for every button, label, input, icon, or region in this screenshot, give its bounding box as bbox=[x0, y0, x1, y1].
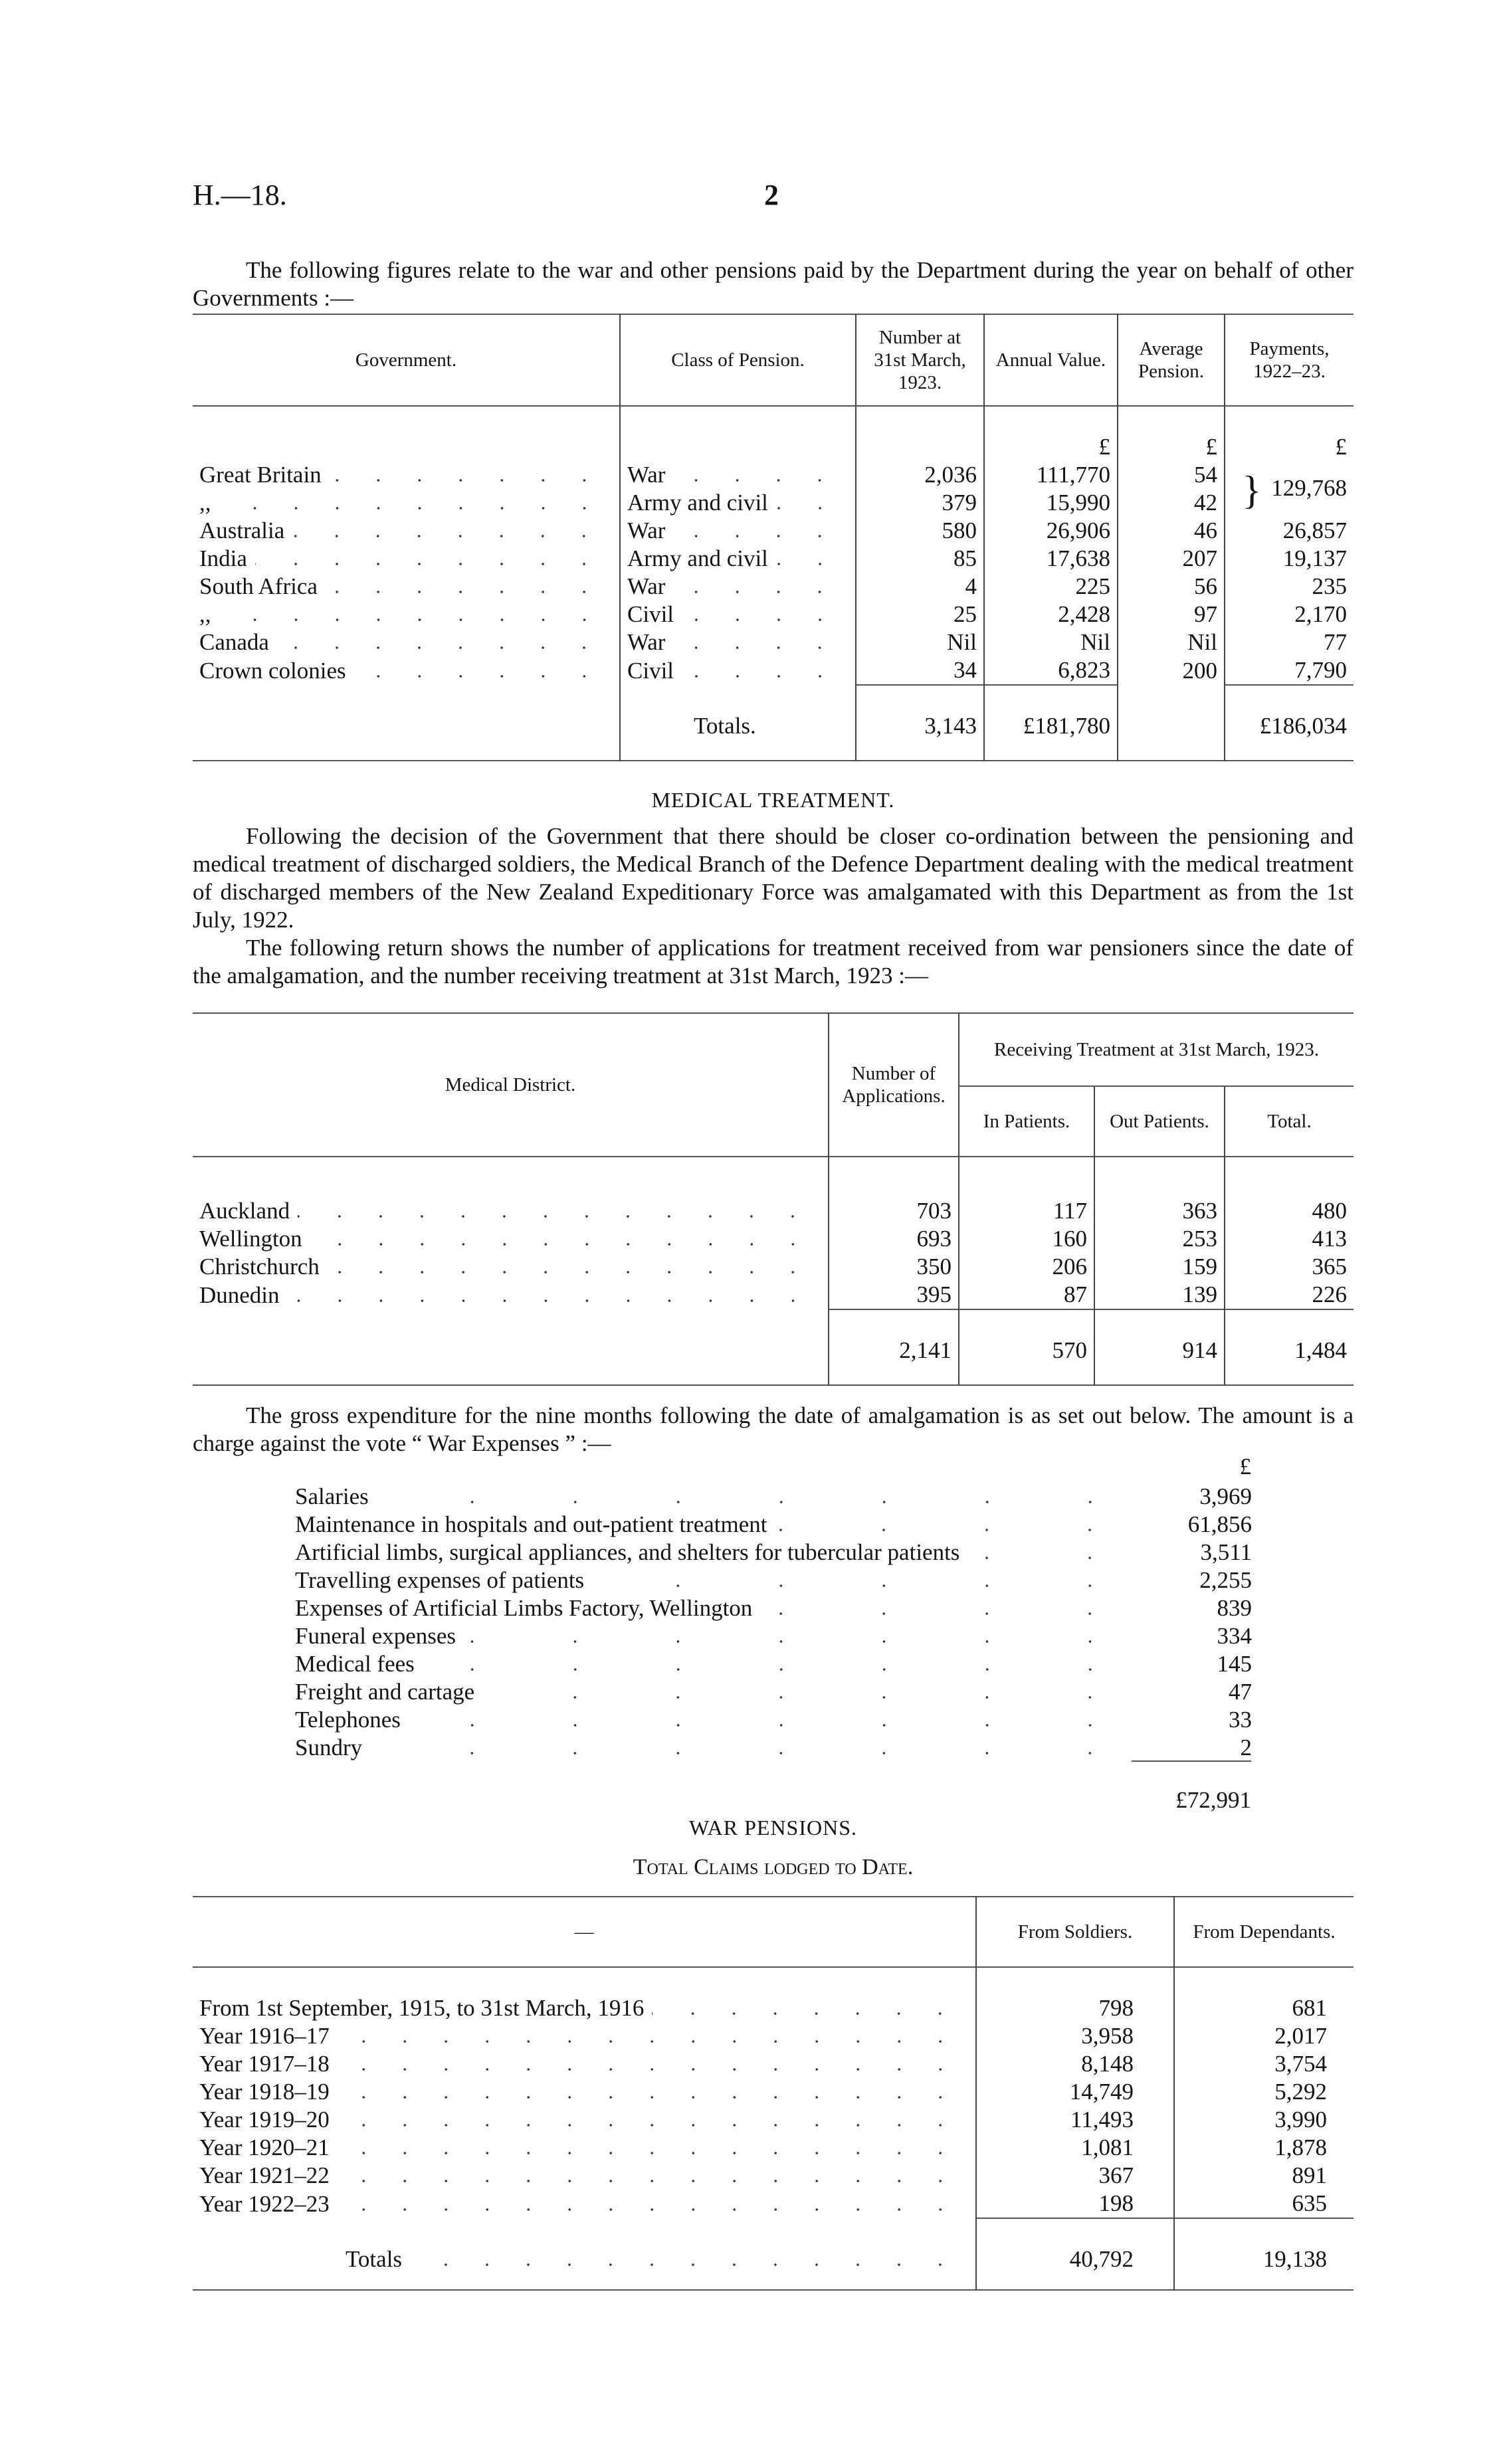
totals-row bbox=[193, 712, 1354, 740]
page-number: 2 bbox=[764, 179, 779, 211]
average-cell: 200 bbox=[1118, 656, 1225, 685]
col-total: Total. bbox=[1225, 1086, 1354, 1157]
totals-label-text: Totals bbox=[346, 2246, 403, 2272]
period-cell bbox=[193, 1994, 976, 2022]
class-cell bbox=[620, 461, 856, 489]
class-cell-text: War bbox=[627, 629, 666, 655]
table-row bbox=[193, 1281, 1354, 1309]
class-cell bbox=[620, 601, 856, 628]
period-cell-text: Year 1916–17 bbox=[199, 2023, 330, 2049]
totals-row bbox=[193, 2245, 1354, 2273]
table-row bbox=[193, 2050, 1354, 2078]
payments-value: 2,170 bbox=[1294, 601, 1347, 627]
class-cell bbox=[620, 628, 856, 656]
out-patients-cell: 363 bbox=[1094, 1197, 1225, 1225]
payments-cell bbox=[1225, 517, 1354, 545]
class-cell bbox=[620, 573, 856, 601]
totals-number: 3,143 bbox=[856, 712, 984, 740]
payments-cell bbox=[1225, 656, 1354, 685]
annual-cell: 6,823 bbox=[984, 656, 1118, 685]
dot-leader bbox=[763, 1612, 1142, 1616]
dependants-cell: 5,292 bbox=[1174, 2078, 1354, 2106]
expenditure-item bbox=[295, 1650, 1252, 1678]
expenditure-item bbox=[295, 1483, 1252, 1511]
period-cell bbox=[193, 2050, 976, 2078]
expenditure-label: Medical fees bbox=[295, 1651, 415, 1677]
expenditure-label: Funeral expenses bbox=[295, 1623, 456, 1649]
annual-cell: 111,770 bbox=[984, 461, 1118, 489]
col-receiving-treatment: Receiving Treatment at 31st March, 1923. bbox=[959, 1013, 1354, 1086]
government-cell bbox=[193, 601, 620, 628]
dependants-cell: 3,990 bbox=[1174, 2106, 1354, 2134]
dependants-cell: 3,754 bbox=[1174, 2050, 1354, 2078]
table-row bbox=[193, 2134, 1354, 2162]
totals-dependants: 19,138 bbox=[1174, 2245, 1354, 2273]
unit-annual: £ bbox=[984, 433, 1118, 461]
district-cell-text: Wellington bbox=[199, 1226, 302, 1252]
dot-leader bbox=[338, 2151, 961, 2155]
class-cell bbox=[620, 517, 856, 545]
dependants-cell: 891 bbox=[1174, 2162, 1354, 2190]
col-class: Class of Pension. bbox=[620, 314, 856, 406]
government-cell-text: Great Britain bbox=[199, 462, 322, 488]
totals-in: 570 bbox=[959, 1337, 1094, 1365]
average-cell: 97 bbox=[1118, 601, 1225, 628]
district-cell-text: Christchurch bbox=[199, 1254, 320, 1279]
unit-average: £ bbox=[1118, 433, 1225, 461]
class-cell-text: War bbox=[627, 573, 666, 599]
expenditure-value: 33 bbox=[1229, 1707, 1252, 1733]
expenditure-label: Freight and cartage bbox=[295, 1679, 475, 1705]
payments-cell bbox=[1225, 461, 1354, 517]
class-cell bbox=[620, 545, 856, 573]
soldiers-cell: 3,958 bbox=[976, 2022, 1174, 2050]
totals-label bbox=[193, 2245, 976, 2273]
number-cell: Nil bbox=[856, 628, 984, 656]
expenditure-item bbox=[295, 1706, 1252, 1734]
number-cell: 2,036 bbox=[856, 461, 984, 489]
period-cell-text: Year 1919–20 bbox=[199, 2107, 330, 2132]
dot-leader bbox=[288, 1299, 813, 1303]
dot-leader bbox=[776, 506, 841, 510]
medical-heading: MEDICAL TREATMENT. bbox=[651, 788, 895, 812]
payments-value: 19,137 bbox=[1282, 545, 1347, 571]
period-cell-text: Year 1917–18 bbox=[199, 2051, 330, 2077]
payments-cell bbox=[1225, 601, 1354, 628]
dot-leader bbox=[298, 1214, 813, 1218]
annual-cell: Nil bbox=[984, 628, 1118, 656]
table-row bbox=[193, 545, 1354, 573]
average-cell: 42 bbox=[1118, 489, 1225, 517]
government-cell-text: Crown colonies bbox=[199, 657, 346, 684]
annual-cell: 17,638 bbox=[984, 545, 1118, 573]
table-row bbox=[193, 2078, 1354, 2106]
period-cell bbox=[193, 2134, 976, 2162]
applications-cell: 350 bbox=[829, 1253, 959, 1281]
government-cell-text: ,, bbox=[199, 601, 211, 627]
class-cell-text: War bbox=[627, 462, 666, 488]
expenditure-paragraph: The gross expenditure for the nine months following the date of amalgamation is as set out below. The amount is a charge against the vote “ War Expenses ” :— bbox=[193, 1402, 1354, 1456]
payments-value: 235 bbox=[1312, 573, 1347, 599]
in-patients-cell: 87 bbox=[959, 1281, 1094, 1309]
soldiers-cell: 14,749 bbox=[976, 2078, 1174, 2106]
dot-leader bbox=[330, 478, 605, 482]
expenditure-label: Maintenance in hospitals and out-patient treatment bbox=[295, 1511, 767, 1537]
period-cell-text: Year 1920–21 bbox=[199, 2134, 330, 2160]
payments-cell bbox=[1225, 573, 1354, 601]
payments-value: 129,768 bbox=[1271, 474, 1347, 501]
period-cell bbox=[193, 2190, 976, 2218]
dot-leader bbox=[219, 618, 605, 622]
applications-cell: 703 bbox=[829, 1197, 959, 1225]
dot-leader bbox=[354, 674, 605, 678]
col-in-patients: In Patients. bbox=[959, 1086, 1094, 1157]
expenditure-value: 3,511 bbox=[1200, 1539, 1252, 1565]
col-payments: Payments, 1922–23. bbox=[1225, 314, 1354, 406]
medical-paragraph-2: The following return shows the number of applications for treatment received from war pensioners since the date of the amalgamation, and the number receiving treatment at 31st March, 1923 :— bbox=[193, 935, 1354, 989]
totals-out: 914 bbox=[1094, 1337, 1225, 1365]
dependants-cell: 2,017 bbox=[1174, 2022, 1354, 2050]
government-cell-text: India bbox=[199, 545, 247, 571]
totals-soldiers: 40,792 bbox=[976, 2245, 1174, 2273]
dot-leader bbox=[338, 2179, 961, 2183]
table-row bbox=[193, 2190, 1354, 2218]
dot-leader bbox=[485, 1695, 1142, 1699]
expenditure-item bbox=[295, 1566, 1252, 1594]
expenditure-item bbox=[295, 1734, 1252, 1762]
in-patients-cell: 160 bbox=[959, 1225, 1094, 1253]
number-cell: 379 bbox=[856, 489, 984, 517]
table-row bbox=[193, 573, 1354, 601]
number-cell: 580 bbox=[856, 517, 984, 545]
district-cell-text: Dunedin bbox=[199, 1281, 280, 1308]
dot-leader bbox=[673, 534, 841, 538]
expenditure-list bbox=[295, 1483, 1252, 1762]
government-cell bbox=[193, 656, 620, 685]
totals-label: Totals. bbox=[620, 712, 856, 740]
expenditure-label: Expenses of Artificial Limbs Factory, Wellington bbox=[295, 1595, 753, 1621]
total-cell: 365 bbox=[1225, 1253, 1354, 1281]
total-cell: 413 bbox=[1225, 1225, 1354, 1253]
table-row bbox=[193, 601, 1354, 628]
period-cell bbox=[193, 2022, 976, 2050]
table-row bbox=[193, 2106, 1354, 2134]
table-row bbox=[193, 489, 1354, 517]
period-cell bbox=[193, 2106, 976, 2134]
annual-cell: 225 bbox=[984, 573, 1118, 601]
expenditure-value: 145 bbox=[1217, 1651, 1252, 1677]
payments-value: 26,857 bbox=[1282, 518, 1347, 543]
pensions-table bbox=[193, 314, 1354, 761]
number-cell: 4 bbox=[856, 573, 984, 601]
dot-leader bbox=[682, 618, 841, 622]
col-dependants: From Dependants. bbox=[1174, 1897, 1354, 1967]
dot-leader bbox=[466, 1640, 1142, 1644]
dot-leader bbox=[338, 2208, 961, 2212]
out-patients-cell: 253 bbox=[1094, 1225, 1225, 1253]
average-cell: Nil bbox=[1118, 628, 1225, 656]
expenditure-label: Artificial limbs, surgical appliances, and shelters for tubercular patients bbox=[295, 1539, 960, 1565]
totals-total: 1,484 bbox=[1225, 1337, 1354, 1365]
number-cell: 85 bbox=[856, 545, 984, 573]
intro-paragraph: The following figures relate to the war and other pensions paid by the Department during the year on behalf of other Governments :— bbox=[193, 257, 1354, 311]
currency-label: £ bbox=[1239, 1454, 1251, 1479]
col-annual: Annual Value. bbox=[984, 314, 1118, 406]
dependants-cell: 681 bbox=[1174, 1994, 1354, 2022]
table-row bbox=[193, 1197, 1354, 1225]
payments-value: 77 bbox=[1324, 629, 1347, 655]
government-cell-text: Australia bbox=[199, 518, 285, 543]
dependants-cell: 1,878 bbox=[1174, 2134, 1354, 2162]
dot-leader bbox=[673, 478, 841, 482]
government-cell bbox=[193, 489, 620, 517]
brace-icon: } bbox=[1242, 468, 1272, 512]
period-cell-text: Year 1918–19 bbox=[199, 2079, 330, 2105]
col-government: Government. bbox=[355, 349, 457, 371]
expenditure-value: 2,255 bbox=[1199, 1567, 1252, 1593]
dot-leader bbox=[338, 2039, 961, 2043]
period-cell-text: From 1st September, 1915, to 31st March, 1916 bbox=[199, 1995, 645, 2021]
dot-leader bbox=[338, 2095, 961, 2099]
government-cell bbox=[193, 628, 620, 656]
government-cell-text: South Africa bbox=[199, 573, 318, 599]
government-cell bbox=[193, 573, 620, 601]
average-cell: 207 bbox=[1118, 545, 1225, 573]
col-period: — bbox=[574, 1921, 594, 1943]
government-cell bbox=[193, 517, 620, 545]
soldiers-cell: 198 bbox=[976, 2190, 1174, 2218]
dot-leader bbox=[255, 562, 605, 566]
period-cell bbox=[193, 2078, 976, 2106]
totals-applications: 2,141 bbox=[829, 1337, 959, 1365]
district-cell bbox=[193, 1225, 829, 1253]
dot-leader bbox=[328, 1270, 813, 1274]
dot-leader bbox=[410, 2263, 961, 2267]
district-cell bbox=[193, 1253, 829, 1281]
report-code: H.—18. bbox=[193, 179, 287, 211]
totals-annual: £181,780 bbox=[984, 712, 1118, 740]
claims-table bbox=[193, 1896, 1354, 2291]
dot-leader bbox=[595, 1584, 1142, 1588]
average-cell: 54 bbox=[1118, 461, 1225, 489]
average-cell: 46 bbox=[1118, 517, 1225, 545]
annual-cell: 2,428 bbox=[984, 601, 1118, 628]
unit-payments: £ bbox=[1225, 433, 1354, 461]
payments-cell bbox=[1225, 545, 1354, 573]
expenditure-label: Salaries bbox=[295, 1483, 369, 1509]
out-patients-cell: 159 bbox=[1094, 1253, 1225, 1281]
dot-leader bbox=[379, 1500, 1142, 1504]
applications-cell: 395 bbox=[829, 1281, 959, 1309]
payments-value: 7,790 bbox=[1294, 657, 1347, 683]
expenditure-item bbox=[295, 1622, 1252, 1650]
class-cell bbox=[620, 656, 856, 685]
dot-leader bbox=[338, 2123, 961, 2127]
soldiers-cell: 1,081 bbox=[976, 2134, 1174, 2162]
expenditure-value: 47 bbox=[1229, 1679, 1252, 1705]
dot-leader bbox=[673, 590, 841, 594]
col-average: Average Pension. bbox=[1118, 314, 1225, 406]
col-soldiers: From Soldiers. bbox=[976, 1897, 1174, 1967]
table-row bbox=[193, 1225, 1354, 1253]
in-patients-cell: 206 bbox=[959, 1253, 1094, 1281]
expenditure-value: 3,969 bbox=[1199, 1483, 1252, 1509]
district-cell bbox=[193, 1197, 829, 1225]
dot-leader bbox=[682, 674, 841, 678]
expenditure-value: 839 bbox=[1217, 1595, 1252, 1621]
soldiers-cell: 798 bbox=[976, 1994, 1174, 2022]
table-row bbox=[193, 1253, 1354, 1281]
total-cell: 480 bbox=[1225, 1197, 1354, 1225]
period-cell bbox=[193, 2162, 976, 2190]
medical-paragraph-1: Following the decision of the Government that there should be closer co-ordination between the pensioning and medical treatment of discharged soldiers, the Medical Branch of the Defence Department dealing with the medical treatment of discharged members of the New Zealand Expeditionary Force was amalgamated with this Department as from the 1st July, 1922. bbox=[193, 823, 1354, 933]
class-cell-text: Army and civil bbox=[627, 490, 768, 516]
soldiers-cell: 8,148 bbox=[976, 2050, 1174, 2078]
class-cell-text: Civil bbox=[627, 601, 674, 627]
dot-leader bbox=[277, 646, 605, 650]
class-cell bbox=[620, 489, 856, 517]
dot-leader bbox=[310, 1242, 813, 1246]
period-cell-text: Year 1922–23 bbox=[199, 2190, 330, 2217]
table-row bbox=[193, 628, 1354, 656]
dot-leader bbox=[292, 534, 605, 538]
soldiers-cell: 11,493 bbox=[976, 2106, 1174, 2134]
table-row bbox=[193, 656, 1354, 685]
expenditure-label: Travelling expenses of patients bbox=[295, 1567, 585, 1593]
table-row bbox=[193, 1994, 1354, 2022]
dot-leader bbox=[411, 1723, 1142, 1727]
government-cell bbox=[193, 545, 620, 573]
dot-leader bbox=[326, 590, 605, 594]
number-cell: 25 bbox=[856, 601, 984, 628]
dot-leader bbox=[777, 1528, 1142, 1532]
class-cell-text: Civil bbox=[627, 657, 674, 684]
out-patients-cell: 139 bbox=[1094, 1281, 1225, 1309]
col-applications: Number of Applications. bbox=[829, 1013, 959, 1157]
annual-cell: 26,906 bbox=[984, 517, 1118, 545]
district-cell bbox=[193, 1281, 829, 1309]
annual-cell: 15,990 bbox=[984, 489, 1118, 517]
period-cell-text: Year 1921–22 bbox=[199, 2162, 330, 2188]
dot-leader bbox=[373, 1751, 1142, 1755]
dot-leader bbox=[219, 506, 605, 510]
expenditure-item bbox=[295, 1678, 1252, 1706]
applications-cell: 693 bbox=[829, 1225, 959, 1253]
treatment-table bbox=[193, 1012, 1354, 1386]
col-district: Medical District. bbox=[193, 1013, 829, 1157]
dot-leader bbox=[338, 2067, 961, 2071]
district-cell-text: Auckland bbox=[199, 1198, 290, 1224]
expenditure-label: Sundry bbox=[295, 1735, 363, 1760]
expenditure-value: 2 bbox=[1240, 1735, 1252, 1760]
dot-leader bbox=[425, 1667, 1142, 1671]
expenditure-item bbox=[295, 1511, 1252, 1539]
col-number: Number at 31st March, 1923. bbox=[856, 314, 984, 406]
dot-leader bbox=[652, 2012, 961, 2016]
government-cell bbox=[193, 461, 620, 489]
expenditure-item bbox=[295, 1594, 1252, 1622]
totals-payments: £186,034 bbox=[1225, 712, 1354, 740]
government-cell-text: Canada bbox=[199, 629, 269, 655]
col-out-patients: Out Patients. bbox=[1094, 1086, 1225, 1157]
payments-cell bbox=[1225, 628, 1354, 656]
dot-leader bbox=[970, 1556, 1142, 1560]
average-cell: 56 bbox=[1118, 573, 1225, 601]
expenditure-label: Telephones bbox=[295, 1707, 401, 1733]
in-patients-cell: 117 bbox=[959, 1197, 1094, 1225]
totals-row bbox=[193, 1337, 1354, 1365]
total-cell: 226 bbox=[1225, 1281, 1354, 1309]
dot-leader bbox=[776, 562, 841, 566]
expenditure-value: 61,856 bbox=[1187, 1511, 1252, 1537]
table-row bbox=[193, 2022, 1354, 2050]
table-row bbox=[193, 517, 1354, 545]
dependants-cell: 635 bbox=[1174, 2190, 1354, 2218]
war-pensions-subheading: Total Claims lodged to Date. bbox=[633, 1855, 914, 1879]
number-cell: 34 bbox=[856, 656, 984, 685]
class-cell-text: Army and civil bbox=[627, 545, 768, 571]
class-cell-text: War bbox=[627, 518, 666, 543]
expenditure-total: £72,991 bbox=[1175, 1787, 1251, 1813]
soldiers-cell: 367 bbox=[976, 2162, 1174, 2190]
expenditure-item bbox=[295, 1539, 1252, 1566]
war-pensions-heading: WAR PENSIONS. bbox=[688, 1816, 858, 1840]
dot-leader bbox=[673, 646, 841, 650]
table-row bbox=[193, 461, 1354, 489]
table-row bbox=[193, 2162, 1354, 2190]
government-cell-text: ,, bbox=[199, 490, 211, 516]
expenditure-value: 334 bbox=[1217, 1623, 1252, 1649]
